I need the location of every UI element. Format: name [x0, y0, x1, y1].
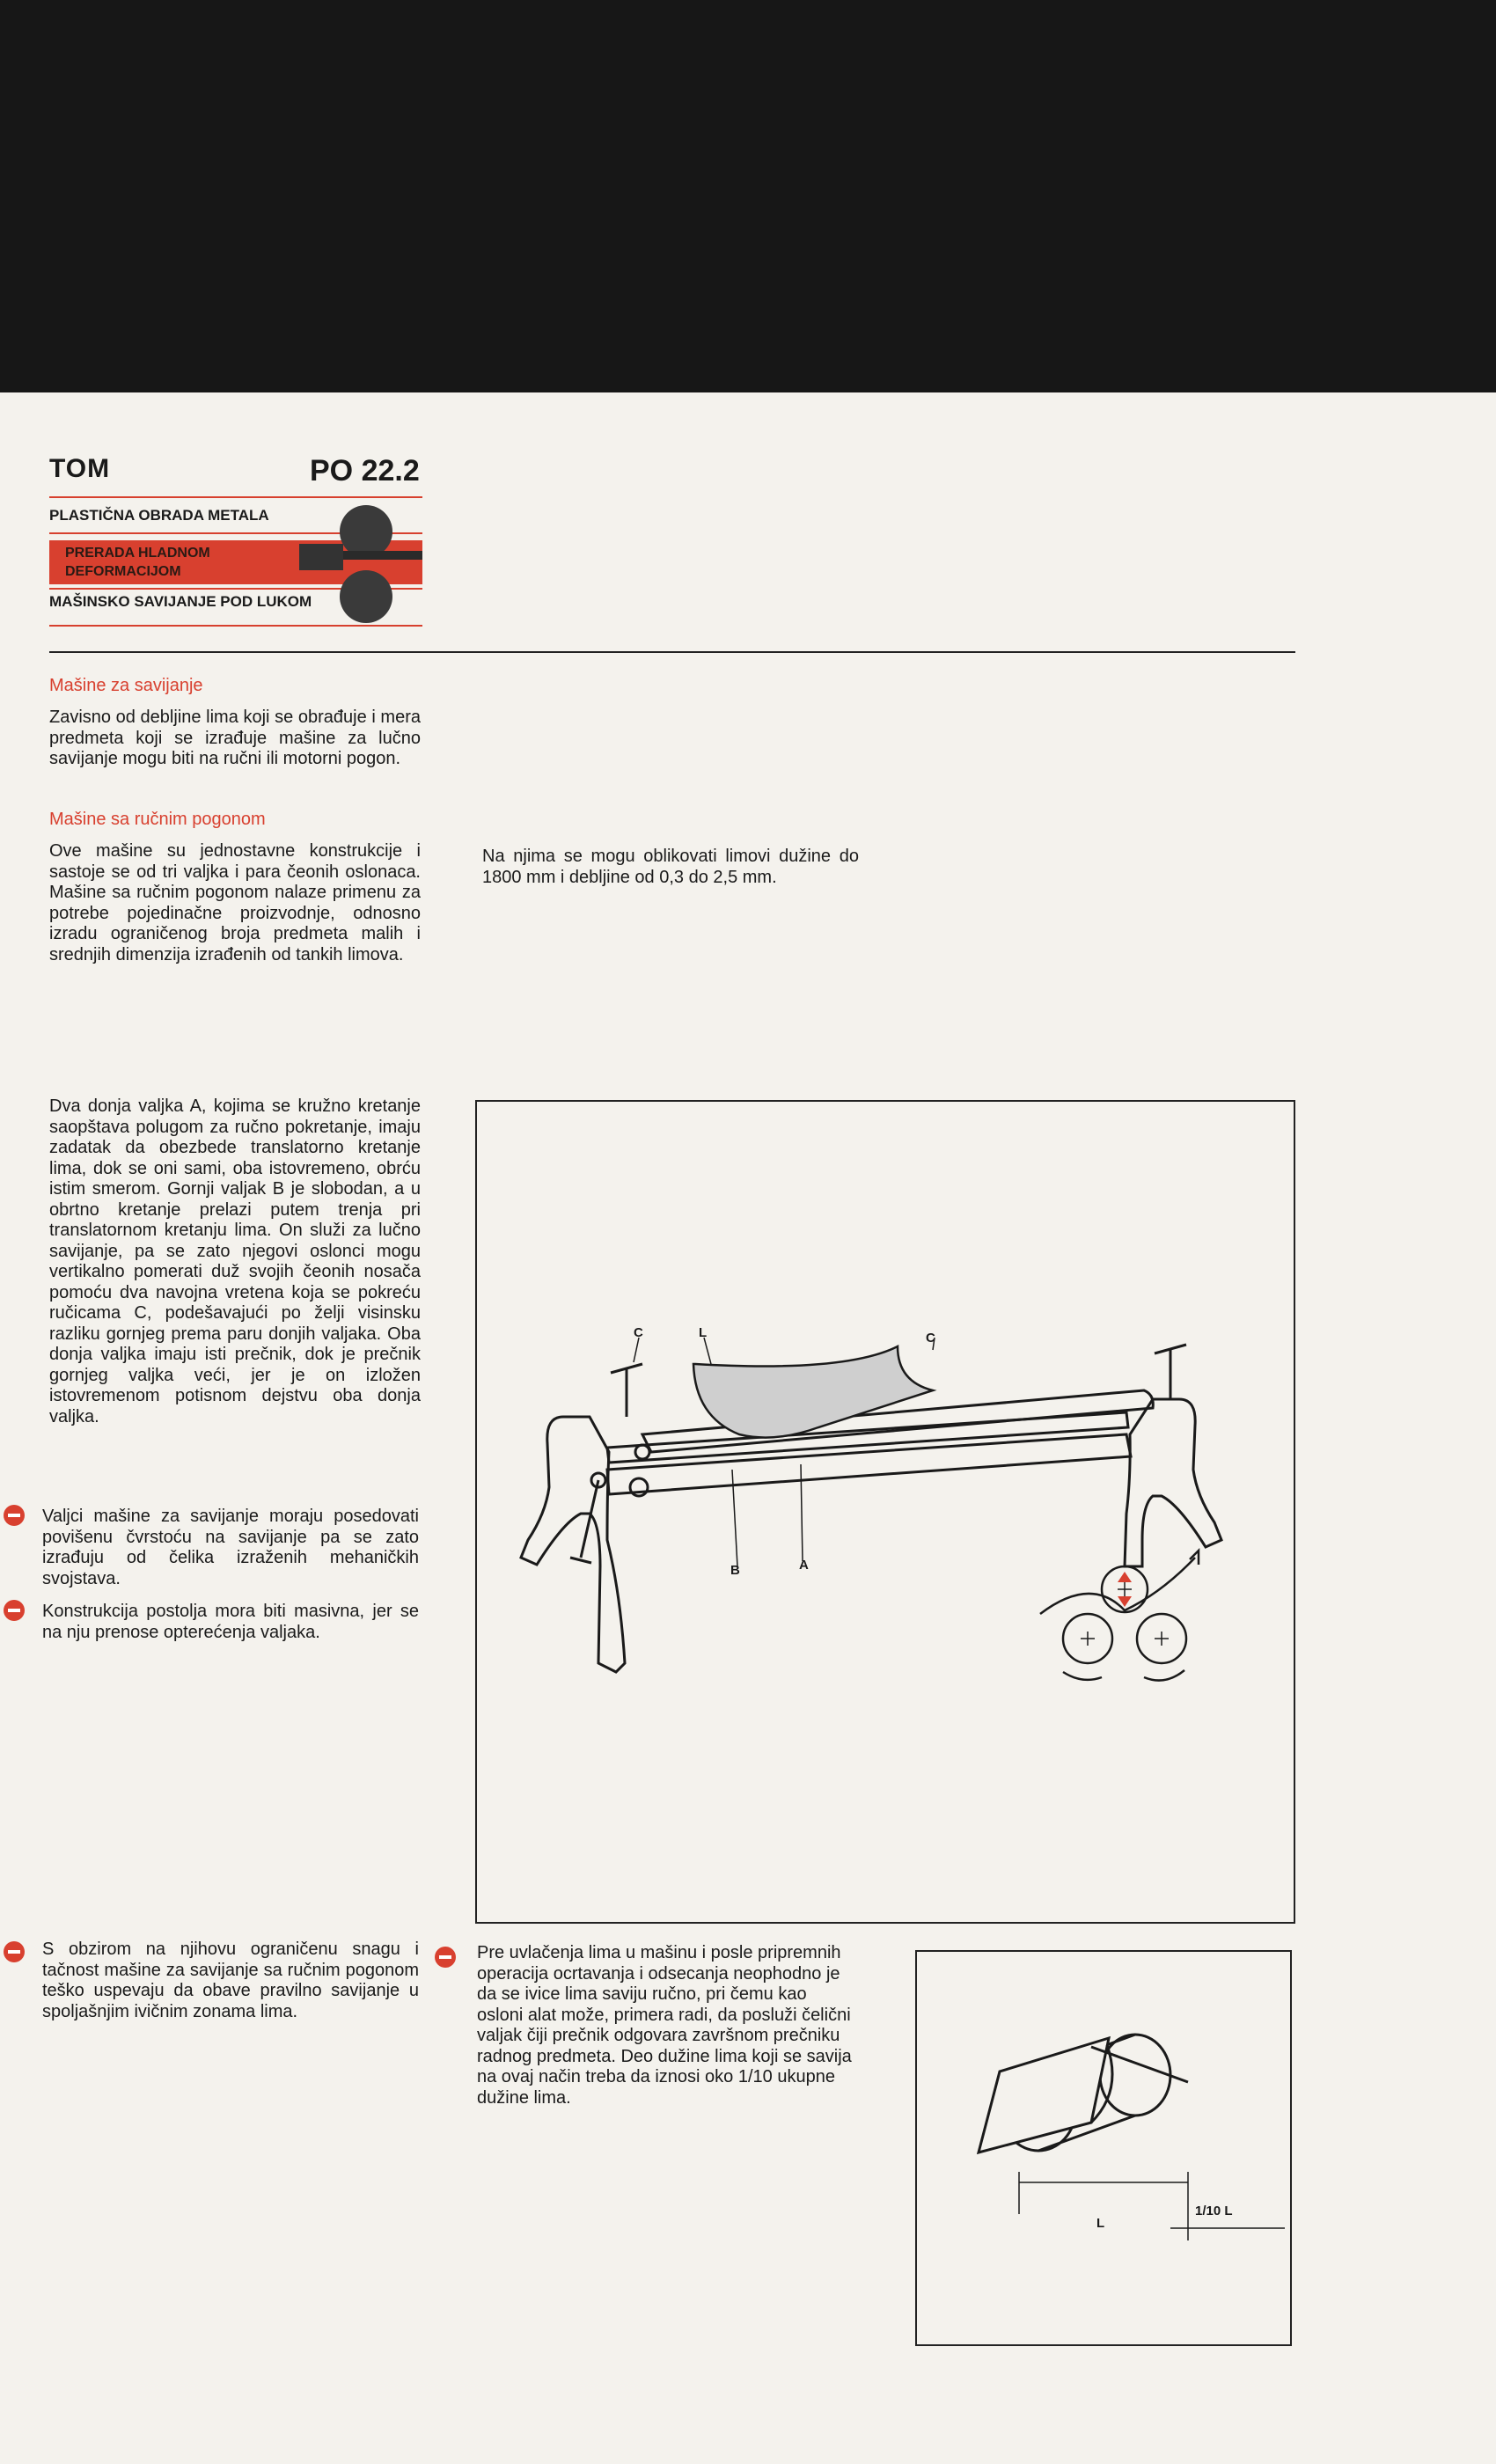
schematic-sheet [1040, 1558, 1195, 1614]
bearing-left-top [635, 1445, 649, 1459]
label-l: L [699, 1325, 708, 1340]
note-bullet-icon [4, 1505, 25, 1526]
sheet-plate [979, 2038, 1109, 2152]
note-bullet-icon [435, 1947, 456, 1968]
logo-roller-bottom-icon [340, 570, 392, 623]
right-support [1125, 1399, 1221, 1566]
rotation-arrow-right [1144, 1670, 1184, 1681]
header-line1: PLASTIČNA OBRADA METALA [49, 507, 269, 524]
roller-a2 [607, 1412, 1128, 1463]
crank-handle [570, 1558, 591, 1563]
header-line2: PRERADA HLADNOM DEFORMACIJOM [65, 546, 210, 579]
paragraph-1: Zavisno od debljine lima koji se obrađuje i mera predmeta koji se izrađuje mašine za lučno savijanje mogu biti na ručni ili motorni pogon. [49, 708, 421, 768]
label-c-left: C [634, 1325, 643, 1340]
paragraph-4: Dva donja valjka A, kojima se kružno kretanje saopštava polugom za ručno pokretanje, imaju zadatak da obezbede translatorno kretanje lima, dok se oni sami, oba istovremeno, obrću istim smerom. Gornji valjak B je slobodan, a u obrtno kretanje prelazi putem trenja pri translatornom kretanju lima. On služi za lučno savijanje, pa se zato njegovi oslonci mogu vertikalno pomerati duž svojih čeonih nosača pomoću dva navojna vretena koja se pokreću ručicama C, podešavajući po želji visinsku razliku gornjeg prema paru donjih valjaka. Oba donja valjka imaju isti prečnik, dok je prečnik gornjeg valjka veći, jer je on izložen istovremenom potisnom dejstvu oba donja valjka. [49, 1096, 421, 1426]
section-title-1: Mašine za savijanje [49, 676, 203, 695]
figure-machine-drawing [475, 1100, 1294, 1922]
leader-c-left [634, 1338, 639, 1362]
paragraph-8: Pre uvlačenja lima u mašinu i posle pripremnih operacija ocrtavanja i odsecanja neophodno je da se ivice lima saviju ručno, pri čemu kao osloni alat može, primera radi, da posluži čelični valjak čiji prečnik odgovara završnom prečniku radnog predmeta. Deo dužine lima koji se savija na ovaj način treba da iznosi oko 1/10 ukupne dužine lima. [477, 1943, 852, 2108]
paragraph-7: S obzirom na njihovu ograničenu snagu i tačnost mašine za savijanje sa ručnim pogonom teško uspevaju da obave pravilno savijanje u spoljašnjim ivičnim zonama lima. [42, 1940, 419, 2021]
header-tom: TOM [49, 454, 111, 483]
label-fraction: 1/10 L [1195, 2204, 1233, 2218]
leader-a [801, 1464, 803, 1561]
crank-arm [581, 1480, 598, 1558]
header-line3: MAŠINSKO SAVIJANJE POD LUKOM [49, 593, 312, 610]
header-code: PO 22.2 [310, 454, 420, 488]
paragraph-2: Ove mašine su jednostavne konstrukcije i sastoje se od tri valjka i para čeonih oslonaca. Mašine sa ručnim pogonom nalaze primenu za potrebe pojedinačne proizvodnje, odnosno izradu ograničenog broja predmeta malih i srednjih dimenzija izrađenih od tankih limova. [49, 841, 421, 964]
header-divider-1 [49, 496, 422, 498]
rotation-arrow-left [1063, 1672, 1102, 1680]
header-rule [49, 651, 1295, 653]
note-bullet-icon [4, 1600, 25, 1621]
header-divider-4 [49, 625, 422, 627]
leader-l [704, 1338, 711, 1364]
up-arrow-icon [1118, 1572, 1132, 1582]
note-bullet-icon [4, 1941, 25, 1962]
label-a: A [799, 1558, 809, 1573]
figure-prebend-drawing [915, 1950, 1290, 2344]
paragraph-5: Valjci mašine za savijanje moraju posedovati povišenu čvrstoću na savijanje pa se zato izrađuju od čelika izraženih mehaničkih svojstava. [42, 1507, 419, 1588]
logo-block-icon [299, 544, 343, 570]
paragraph-3: Na njima se mogu oblikovati limovi dužine do 1800 mm i debljine od 0,3 do 2,5 mm. [482, 847, 859, 887]
label-c-right: C [926, 1331, 935, 1346]
hammer-handle [1091, 2047, 1188, 2082]
paragraph-6: Konstrukcija postolja mora biti masivna, jer se na nju prenose opterećenja valjaka. [42, 1602, 419, 1642]
scan-top-band [0, 0, 1496, 398]
logo-roller-top-icon [340, 505, 392, 558]
label-length: L [1096, 2216, 1105, 2231]
label-b: B [730, 1563, 740, 1578]
mandrel-far-end [1100, 2035, 1170, 2116]
section-title-2: Mašine sa ručnim pogonom [49, 810, 266, 829]
sheet-metal [693, 1346, 933, 1438]
